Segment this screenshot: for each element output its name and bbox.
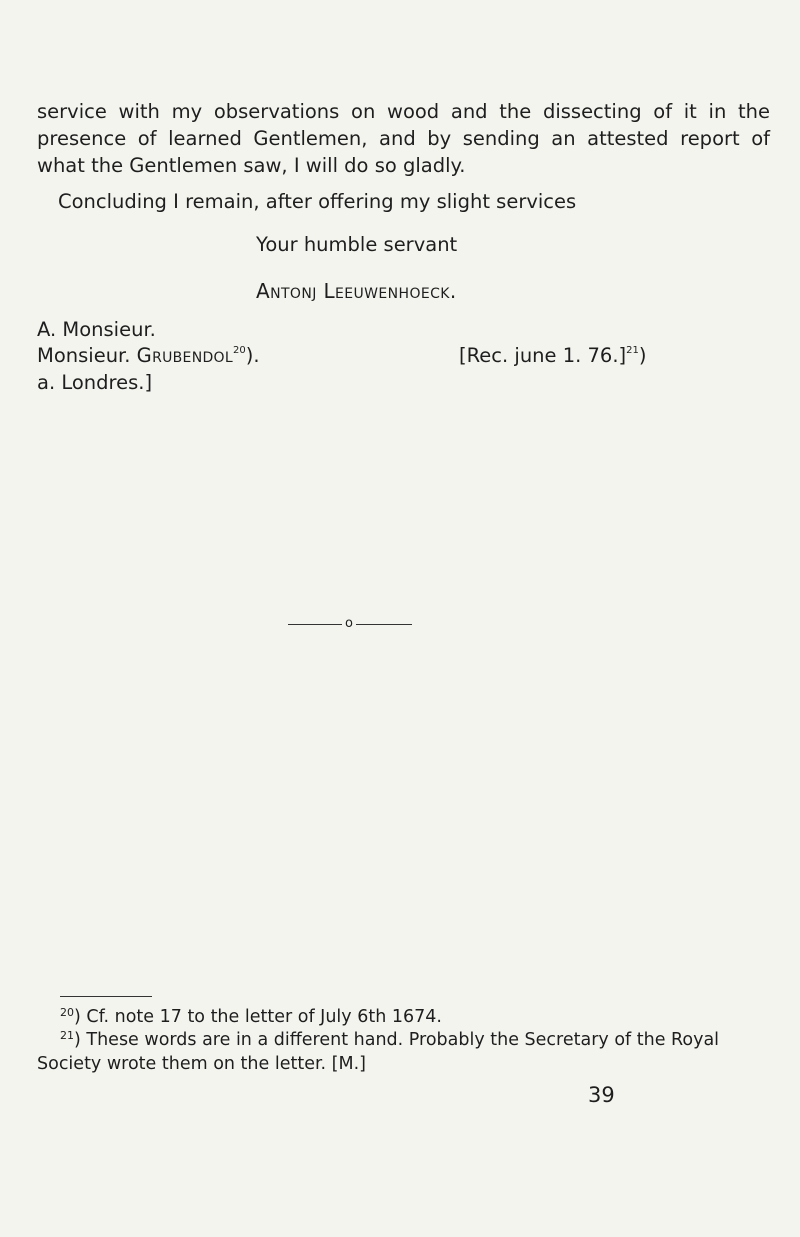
separator-mark: o [345,616,353,631]
footnote-rule [60,996,152,997]
address-line-2-prefix: Monsieur. [37,344,137,367]
separator-line-right [356,624,412,625]
received-suffix: ) [638,344,647,367]
address-line-2-suffix: ). [245,344,260,367]
footnote-ref-20: 20 [232,345,246,356]
footnote-text: ) Cf. note 17 to the letter of July 6th 1674. [74,1007,442,1027]
footnote-21 [37,1029,773,1076]
address-line-3: a. Londres.] [37,371,153,394]
footnote-number: 21 [60,1029,74,1042]
body-paragraph-2: Concluding I remain, after offering my slight services [58,190,577,213]
closing-line: Your humble servant [256,233,458,256]
footnote-number: 20 [60,1006,74,1019]
page-number: 39 [588,1083,615,1107]
separator-line-left [288,624,342,625]
footnote-20 [60,1006,773,1030]
body-paragraph-1: service with my observations on wood and the dissecting of it in the presence of learned Gentlemen, and by sending an attested report of what the Gentlemen saw, I will do so gladly. [37,100,770,177]
footnote-ref-21: 21 [626,345,639,356]
footnote-text: ) These words are in a different hand. Probably the Secretary of the Royal Society wrote them on the letter. [M.] [37,1030,720,1074]
received-note [459,342,647,373]
address-line-1: A. Monsieur. [37,318,156,341]
received-date: [Rec. june 1. 76.] [459,344,627,367]
addressee-name: Grubendol [136,344,233,367]
section-separator [288,615,412,635]
signature: Antonj Leeuwenhoeck. [256,279,457,303]
